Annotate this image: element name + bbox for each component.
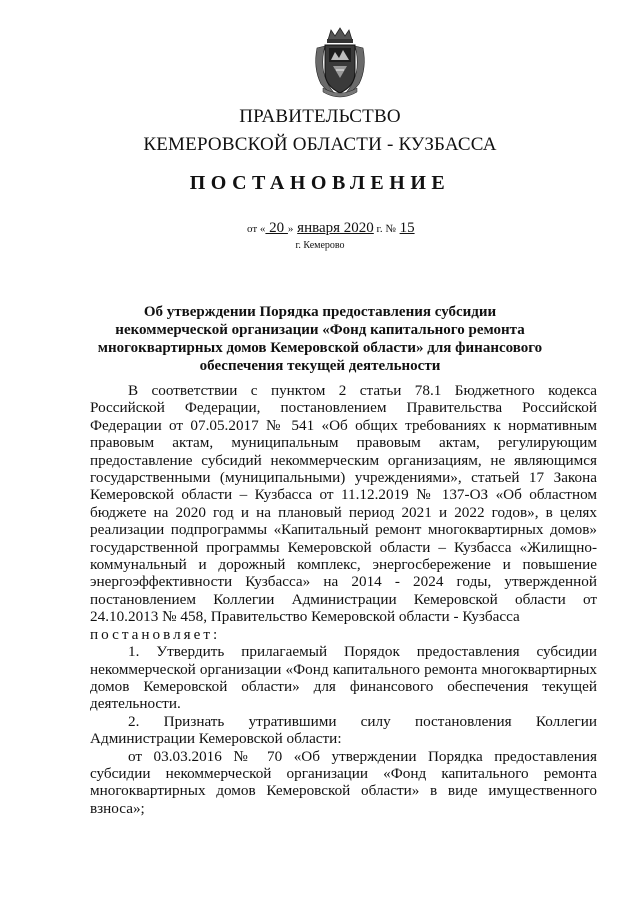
item-1-paragraph: 1. Утвердить прилагаемый Порядок предоставления субсидии некоммерческой организации «Фонд капитального ремонта многоквартирных домов Кемеровской области» для финансового обеспечения текущей деятельности. <box>90 643 597 713</box>
government-name-line1: ПРАВИТЕЛЬСТВО <box>239 106 401 127</box>
date-prefix: от « <box>247 223 266 235</box>
date-day: 20 <box>265 220 288 236</box>
date-number-line <box>247 220 415 237</box>
government-name-line2: КЕМЕРОВСКОЙ ОБЛАСТИ - КУЗБАССА <box>143 134 497 155</box>
document-body <box>90 382 597 817</box>
document-title: Об утверждении Порядка предоставления субсидии некоммерческой организации «Фонд капитального ремонта многоквартирных домов Кемеровской области» для финансового обеспечения текущей деятельности <box>97 304 543 374</box>
resolves-line <box>90 626 597 643</box>
item-2-paragraph: 2. Признать утратившими силу постановления Коллегии Администрации Кемеровской области: <box>90 712 597 748</box>
document-number: 15 <box>399 220 415 236</box>
date-month-year: января 2020 <box>297 220 374 236</box>
city-label: г. Кемерово <box>295 240 345 251</box>
number-label: № <box>382 223 396 235</box>
item-2-subitem-1: от 03.03.2016 № 70 «Об утверждении Порядка предоставления субсидии некоммерческой организации «Фонд капитального ремонта многоквартирных домов Кемеровской области» в виде имущественного взноса»; <box>90 747 597 817</box>
date-year-suffix: г. <box>373 223 383 235</box>
preamble-paragraph: В соответствии с пунктом 2 статьи 78.1 Бюджетного кодекса Российской Федерации, постановлением Правительства Российской Федерации от 07.05.2017 № 541 «Об общих требованиях к нормативным правовым актам, муниципальным правовым актам, регулирующим предоставление субсидий некоммерческим организациям, не являющимся государственными (муниципальными) учреждениями», статьей 17 Закона Кемеровской области – Кузбасса от 11.12.2019 № 137-ОЗ «Об областном бюджете на 2020 год и на плановый период 2021 и 2022 годов», в целях реализации подпрограммы «Капитальный ремонт многоквартирных домов» государственной программы Кемеровской области – Кузбасса «Жилищно-коммунальный и дорожный комплекс, энергосбережение и повышение энергоэффективности Кузбасса» на 2014 - 2024 годы, утвержденной постановлением Коллегии Администрации Кемеровской области от 24.10.2013 № 458, Правительство Кемеровской области - Кузбасса <box>90 382 597 626</box>
document-type-heading: ПОСТАНОВЛЕНИЕ <box>189 172 451 194</box>
resolves-word: постановляет: <box>90 625 221 643</box>
date-mid: » <box>287 223 294 235</box>
coat-of-arms-icon <box>311 26 369 100</box>
